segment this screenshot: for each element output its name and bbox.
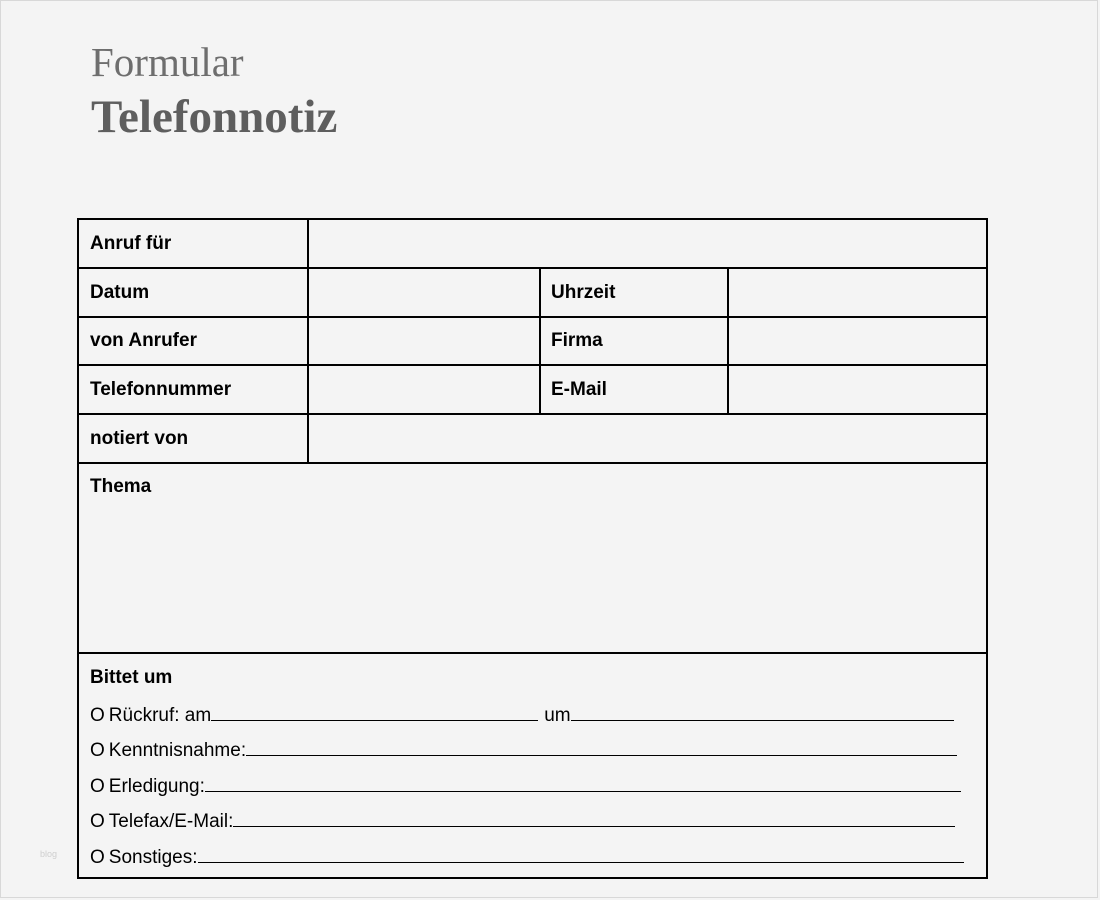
form-subtitle: Formular <box>91 39 244 85</box>
label-bittet-um: Bittet um <box>90 667 173 688</box>
field-email[interactable] <box>729 366 986 413</box>
option-label: Sonstiges: <box>108 847 198 868</box>
radio-circle-icon[interactable]: O <box>90 740 105 761</box>
phone-note-form <box>77 218 988 879</box>
blank-line[interactable] <box>233 810 955 827</box>
radio-circle-icon[interactable]: O <box>90 811 105 832</box>
watermark: blog <box>40 849 58 859</box>
label-anruf-fuer: Anruf für <box>90 233 172 254</box>
label-thema: Thema <box>90 476 152 497</box>
field-anruf-fuer[interactable] <box>309 220 986 267</box>
field-uhrzeit[interactable] <box>729 269 986 316</box>
field-von-anrufer[interactable] <box>309 318 539 364</box>
option-rueckruf[interactable] <box>90 704 954 725</box>
label-datum: Datum <box>90 282 150 303</box>
field-firma[interactable] <box>729 318 986 364</box>
blank-line[interactable] <box>205 775 961 792</box>
option-label: Erledigung: <box>108 776 205 797</box>
label-telefonnummer: Telefonnummer <box>90 379 232 400</box>
option-second-label: um <box>544 705 571 726</box>
row-divider <box>79 462 986 464</box>
radio-circle-icon[interactable]: O <box>90 776 105 797</box>
option-label: Kenntnisnahme: <box>108 740 247 761</box>
option-sonstiges[interactable] <box>90 846 964 867</box>
blank-line[interactable] <box>198 846 964 863</box>
date-blank-line[interactable] <box>211 704 538 721</box>
column-divider <box>539 267 541 413</box>
option-label: Telefax/E-Mail: <box>108 811 234 832</box>
field-notiert-von[interactable] <box>309 415 986 462</box>
label-von-anrufer: von Anrufer <box>90 330 197 351</box>
form-title: Telefonnotiz <box>91 91 338 143</box>
field-datum[interactable] <box>309 269 539 316</box>
label-notiert-von: notiert von <box>90 428 189 449</box>
field-thema[interactable] <box>79 500 986 652</box>
label-email: E-Mail <box>551 379 607 400</box>
option-telefax-email[interactable] <box>90 810 955 831</box>
option-kenntnisnahme[interactable] <box>90 739 957 760</box>
time-blank-line[interactable] <box>571 704 954 721</box>
label-uhrzeit: Uhrzeit <box>551 282 616 303</box>
radio-circle-icon[interactable]: O <box>90 705 105 726</box>
row-divider <box>79 652 986 654</box>
blank-line[interactable] <box>246 739 957 756</box>
radio-circle-icon[interactable]: O <box>90 847 105 868</box>
option-erledigung[interactable] <box>90 775 961 796</box>
field-telefonnummer[interactable] <box>309 366 539 413</box>
option-label: Rückruf: am <box>108 705 212 726</box>
label-firma: Firma <box>551 330 603 351</box>
